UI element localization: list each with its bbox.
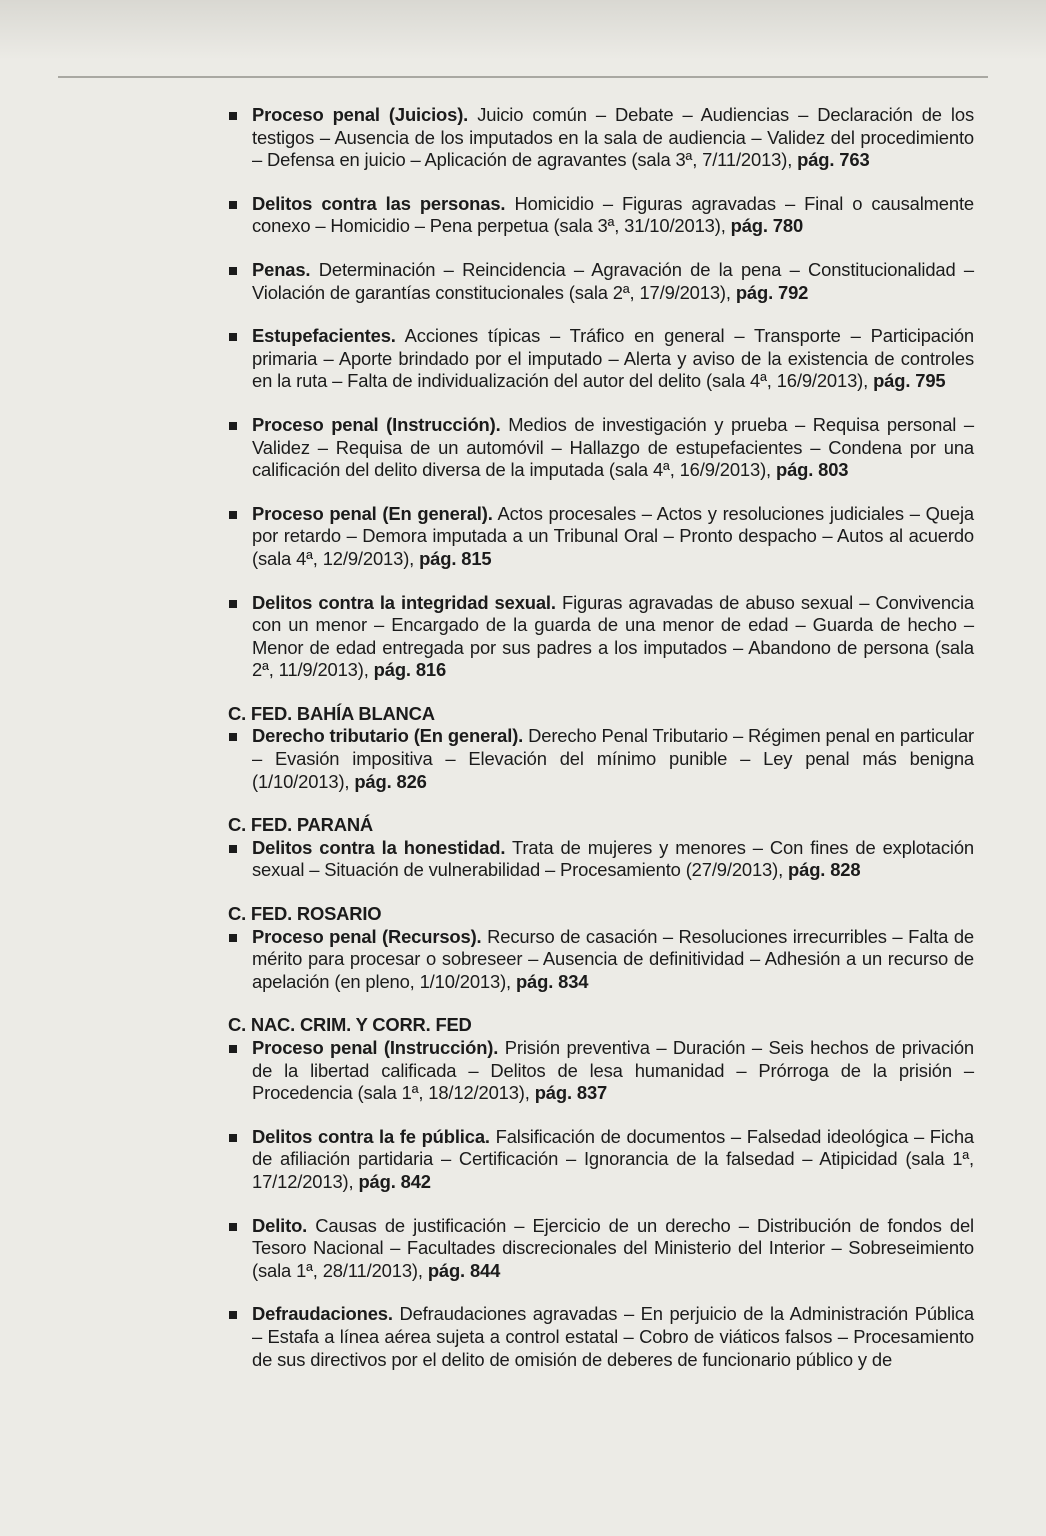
entry-text: Falsificación de documentos – Falsedad ideológica – Ficha de afiliación partidaria – Certificación – Ignorancia de la falsedad – Atipicidad (sala 1ª, 17/12/2013), (252, 1125, 974, 1192)
entry-page: pág. 834 (515, 970, 589, 992)
court-heading: C. FED. ROSARIO (228, 903, 382, 925)
entry-page: pág. 828 (788, 859, 861, 881)
bullet-icon (229, 733, 237, 741)
entry-topic: Derecho tributario (En general). (252, 725, 524, 747)
index-entry (228, 592, 974, 682)
entry-topic: Delitos contra la honestidad. (252, 836, 506, 858)
entry-text: Prisión preventiva – Duración – Seis hechos de privación de la libertad calificada – Delitos de lesa humanidad – Prórroga de la prisión – Procedencia (sala 1ª, 18/12/2013), (252, 1037, 974, 1104)
entry-text: Homicidio – Figuras agravadas – Final o causalmente conexo – Homicidio – Pena perpetua (sala 3ª, 31/10/2013), (252, 192, 974, 237)
bullet-icon (229, 1223, 237, 1231)
bullet-icon (229, 511, 237, 519)
entry-text: Trata de mujeres y menores – Con fines de explotación sexual – Situación de vulnerabilidad – Procesamiento (27/9/2013), (252, 836, 974, 881)
bullet-icon (229, 1045, 237, 1053)
entry-page: pág. 803 (775, 459, 849, 481)
entry-page: pág. 844 (427, 1259, 501, 1281)
index-entry (228, 259, 974, 304)
bullet-icon (229, 845, 237, 853)
section (228, 814, 974, 882)
court-heading: C. FED. BAHÍA BLANCA (228, 702, 435, 724)
entry-page: pág. 763 (797, 149, 870, 171)
entry-topic: Delitos contra la integridad sexual. (252, 591, 556, 613)
bullet-icon (229, 201, 237, 209)
entry-page: pág. 816 (373, 659, 447, 681)
index-entry (228, 325, 974, 393)
entry-text: Acciones típicas – Tráfico en general – Transporte – Participación primaria – Aporte brindado por el imputado – Alerta y aviso de la existencia de controles en la ruta – Falta de individualización del autor del delito (sala 4ª, 16/9/2013), (252, 325, 974, 392)
bullet-icon (229, 112, 237, 120)
entry-page: pág. 837 (534, 1082, 608, 1104)
entry-page: pág. 795 (873, 370, 946, 392)
section (228, 903, 974, 993)
index-entry (228, 1037, 974, 1105)
bullet-icon (229, 333, 237, 341)
entry-text: Determinación – Reincidencia – Agravación de la pena – Constitucionalidad – Violación de garantías constitucionales (sala 2ª, 17/9/2013), (252, 258, 974, 303)
entry-topic: Proceso penal (Juicios). (252, 104, 469, 125)
entry-text: Medios de investigación y prueba – Requisa personal – Validez – Requisa de un automóvil – Hallazgo de estupefacientes – Condena por una calificación del delito diversa de la imputada (sala 4ª, 16/9/2013), (252, 413, 974, 481)
index-entry (228, 725, 974, 793)
entry-page: pág. 792 (735, 281, 809, 303)
page-top-edge (0, 0, 1046, 60)
index-entry (228, 1303, 974, 1371)
entry-page: pág. 842 (358, 1170, 431, 1192)
entry-topic: Proceso penal (Instrucción). (252, 1037, 499, 1058)
index-content (228, 104, 974, 1392)
entry-topic: Proceso penal (Recursos). (252, 925, 482, 947)
entry-text: Figuras agravadas de abuso sexual – Convivencia con un menor – Encargado de la guarda de una menor de edad – Guarda de hecho – Menor de edad entregada por sus padres a los imputados – Abandono de persona (sala 2ª, 11/9/2013), (252, 591, 974, 681)
entry-page: pág. 815 (419, 547, 492, 569)
bullet-icon (229, 1134, 237, 1142)
bullet-icon (229, 1311, 237, 1319)
entry-topic: Proceso penal (En general). (252, 502, 493, 524)
index-entry (228, 414, 974, 482)
bullet-icon (229, 267, 237, 275)
index-entry (228, 193, 974, 238)
entry-text: Recurso de casación – Resoluciones irrecurribles – Falta de mérito para procesar o sobreseer – Ausencia de definitividad – Adhesión a un recurso de apelación (en pleno, 1/10/2013), (252, 925, 974, 992)
index-entry (228, 503, 974, 571)
bullet-icon (229, 422, 237, 430)
index-entry (228, 1126, 974, 1194)
section (228, 104, 974, 682)
entry-topic: Delitos contra la fe pública. (252, 1125, 490, 1147)
index-entry (228, 1215, 974, 1283)
court-heading: C. NAC. CRIM. Y CORR. FED (228, 1014, 472, 1036)
entry-text: Derecho Penal Tributario – Régimen penal en particular – Evasión impositiva – Elevación del mínimo punible – Ley penal más benigna (1/10/2013), (252, 725, 974, 792)
index-entry (228, 837, 974, 882)
entry-text: Defraudaciones agravadas – En perjuicio de la Administración Pública – Estafa a línea aérea sujeta a control estatal – Cobro de viáticos falsos – Procesamiento de sus directivos por el delito de omisión de deberes de funcionario público y de (252, 1303, 974, 1370)
entry-topic: Delitos contra las personas. (252, 192, 506, 214)
index-entry (228, 104, 974, 172)
bullet-icon (229, 934, 237, 942)
entry-topic: Defraudaciones. (252, 1303, 393, 1325)
entry-topic: Penas. (252, 258, 311, 280)
section (228, 1014, 974, 1371)
entry-page: pág. 826 (354, 770, 427, 792)
entry-text: Causas de justificación – Ejercicio de un derecho – Distribución de fondos del Tesoro Nacional – Facultades discrecionales del Ministerio del Interior – Sobreseimiento (sala 1ª, 28/11/2013), (252, 1214, 974, 1281)
section (228, 703, 974, 793)
bullet-icon (229, 600, 237, 608)
entry-topic: Proceso penal (Instrucción). (252, 413, 501, 435)
header-rule (58, 76, 988, 78)
entry-text: Juicio común – Debate – Audiencias – Declaración de los testigos – Ausencia de los imputados en la sala de audiencia – Validez del procedimiento – Defensa en juicio – Aplicación de agravantes (sala 3ª, 7/11/2013), (252, 104, 974, 171)
entry-topic: Estupefacientes. (252, 325, 396, 347)
entry-topic: Delito. (252, 1214, 308, 1236)
index-entry (228, 926, 974, 994)
entry-page: pág. 780 (730, 215, 804, 237)
entry-text: Actos procesales – Actos y resoluciones judiciales – Queja por retardo – Demora imputada a un Tribunal Oral – Pronto despacho – Autos al acuerdo (sala 4ª, 12/9/2013), (252, 502, 974, 569)
court-heading: C. FED. PARANÁ (228, 814, 374, 836)
